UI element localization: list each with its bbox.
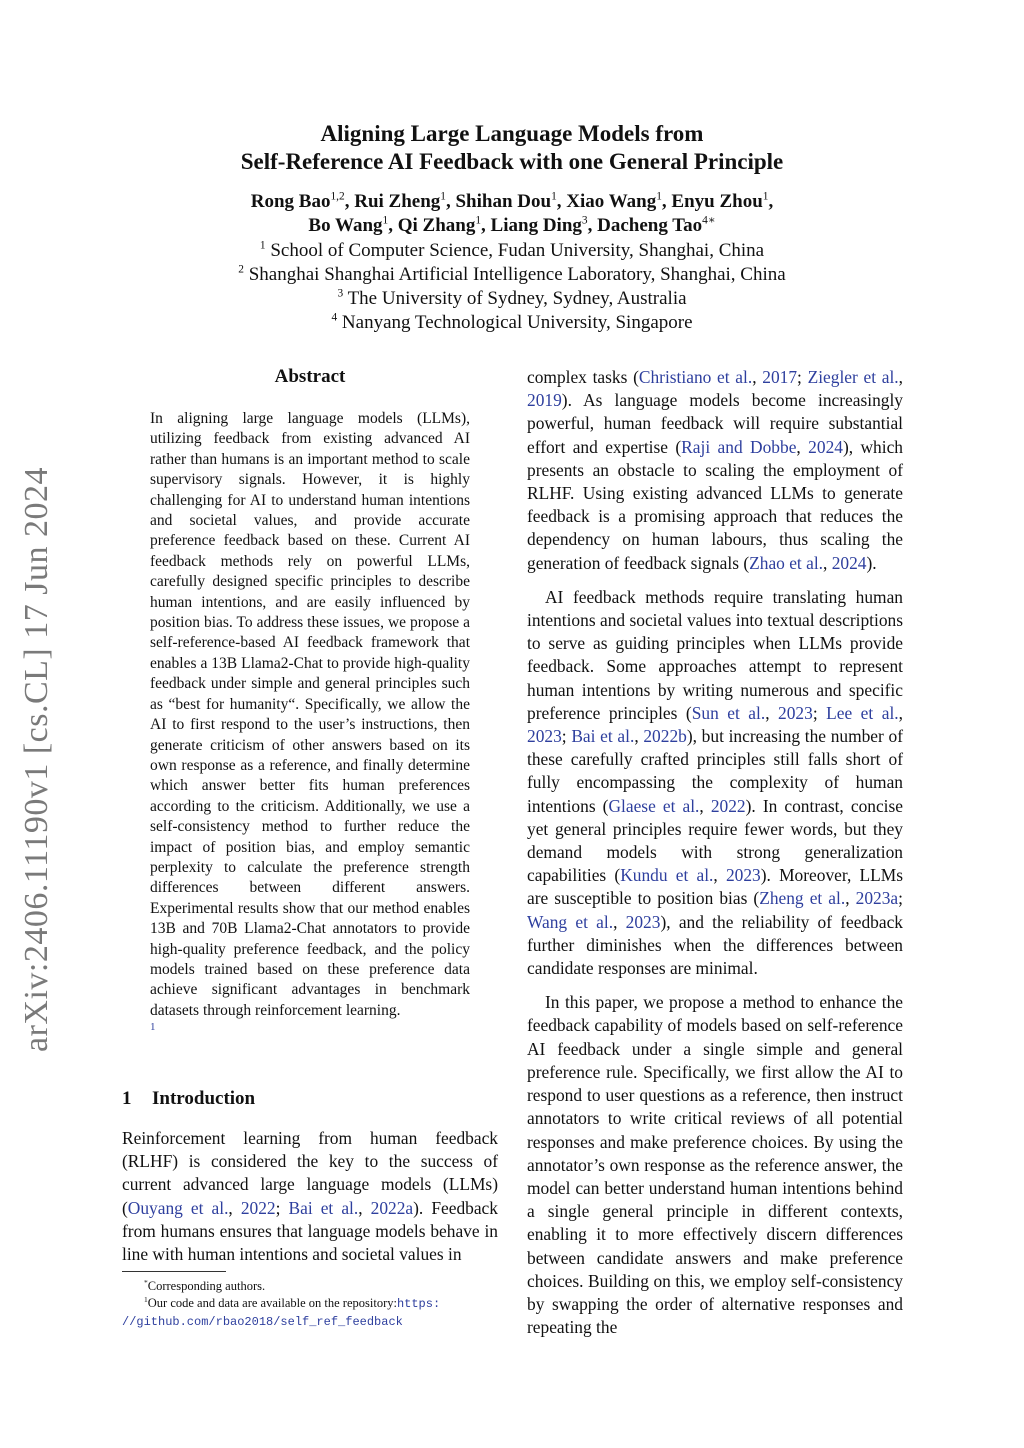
affiliation-item: [150, 239, 874, 263]
right-column: [527, 366, 903, 1339]
citation-link[interactable]: 2022b: [643, 726, 687, 747]
citation-link[interactable]: Sun et al.: [691, 702, 766, 723]
citation-link[interactable]: 2022a: [370, 1197, 414, 1218]
citation-link[interactable]: 2022: [240, 1197, 276, 1218]
author-affil-mark: 3: [581, 214, 588, 227]
body-text: ,: [228, 1197, 241, 1218]
abstract-text: In aligning large language models (LLMs), utilizing feedback from existing advanced AI rather than humans is an important method to scale supervisory signals. However, it is highly challenging for AI to understand human intentions and societal values, and provide accurate preference feedback based on these. Current AI feedback methods rely on powerful LLMs, carefully designed specific principles to describe human intentions, and are easily influenced by position bias. To address these issues, we propose a self-reference-based AI feedback framework that enables a 13B Llama2-Chat to provide high-quality feedback under simple and general principles such as “best for humanity“. Specifically, we allow the AI to first respond to the user’s instructions, then generate criticism of other answers based on its own response as a reference, and finally determine which answer better fits human preferences according to the criticism. Additionally, we use a self-consistency method to further reduce the impact of position bias, and employ semantic perplexity to calculate the preference strength differences between different answers. Experimental results show that our method enables 13B and 70B Llama2-Chat annotators to provide high-quality preference feedback, and the policy models trained based on these preference data achieve significant advantages in benchmark datasets through reinforcement learning.: [150, 410, 470, 1019]
intro-paragraph: [122, 1127, 498, 1266]
affiliation-number: 3: [337, 287, 344, 300]
author-line-2: [150, 214, 874, 238]
body-text: complex tasks (: [527, 367, 639, 387]
footnote-text: Corresponding authors.: [147, 1279, 266, 1293]
footnote-star: *: [144, 1277, 148, 1287]
body-text: ). In contrast, concise yet general principles require fewer words, but they demand models with strong generalization capabilities (: [527, 795, 904, 886]
author-separator: ,: [768, 191, 774, 212]
affiliation-text: Nanyang Technological University, Singapore: [341, 312, 693, 333]
citation-link[interactable]: Ziegler et al.: [807, 367, 899, 387]
footnote-number: 1: [144, 1294, 148, 1304]
citation-link[interactable]: Bai et al.: [571, 726, 635, 747]
citation-link[interactable]: Lee et al.: [826, 702, 899, 723]
title-line-2: Self-Reference AI Feedback with one General Principle: [240, 149, 784, 174]
footnotes: [122, 1278, 502, 1331]
affiliation-text: Shanghai Shanghai Artificial Intelligence Laboratory, Shanghai, China: [248, 264, 786, 285]
citation-link[interactable]: Zhao et al.: [749, 552, 824, 573]
citation-link[interactable]: 2023: [778, 702, 813, 723]
citation-link[interactable]: 2023: [527, 726, 562, 747]
author-name: , Shihan Dou: [445, 191, 552, 212]
author-name: Rong Bao: [250, 191, 331, 212]
author-name: Bo Wang: [308, 215, 383, 236]
author-line-1: [150, 190, 874, 214]
citation-link[interactable]: Bai et al.: [288, 1197, 359, 1218]
author-name: , Dacheng Tao: [587, 215, 703, 236]
title-line-1: Aligning Large Language Models from: [320, 121, 704, 146]
author-list: [150, 190, 874, 238]
citation-link[interactable]: Wang et al.: [527, 911, 614, 932]
affiliation-number: 2: [238, 263, 244, 276]
author-name: , Enyu Zhou: [661, 191, 763, 212]
author-name: , Xiao Wang: [556, 191, 657, 212]
affiliation-text: The University of Sydney, Sydney, Australia: [347, 288, 687, 309]
body-text: ;: [275, 1197, 289, 1218]
body-text: ,: [823, 552, 832, 573]
body-text: ,: [358, 1197, 371, 1218]
citation-link[interactable]: 2023a: [855, 888, 899, 909]
section-title: Introduction: [152, 1088, 256, 1109]
citation-link[interactable]: Ouyang et al.: [127, 1197, 229, 1218]
footnote-url-line: [122, 1313, 502, 1331]
repository-link-cont[interactable]: //github.com/rbao2018/self_ref_feedback: [122, 1315, 403, 1329]
citation-link[interactable]: 2017: [762, 367, 798, 387]
body-text: Reinforcement learning from human feedback (RLHF) is considered the key to the success of current advanced large language models (LLMs) (: [122, 1128, 498, 1218]
body-text: ). As language models become increasingly powerful, human feedback will require substantial effort and expertise (: [527, 390, 903, 457]
citation-link[interactable]: 2022: [710, 795, 746, 816]
citation-link[interactable]: Raji and Dobbe: [681, 436, 797, 457]
citation-link[interactable]: 2019: [527, 390, 562, 411]
body-text: ,: [752, 367, 763, 387]
repository-link[interactable]: https:: [396, 1297, 441, 1311]
affiliation-number: 1: [259, 239, 266, 252]
body-text: ,: [699, 795, 711, 816]
body-text: AI feedback methods require translating human intentions and societal values into textual descriptions to serve as guiding principles when LLMs provide feedback. Some approaches attempt to represent human intentions by writing numerous and specific preference principles (: [527, 586, 903, 723]
body-text: ), but increasing the number of these carefully crafted principles still falls short of fully encompassing the complexity of human intentions (: [527, 726, 903, 816]
body-text: ;: [898, 888, 903, 909]
body-text: ;: [561, 726, 572, 747]
citation-link[interactable]: 2024: [831, 552, 867, 573]
arxiv-side-label: arXiv:2406.11190v1 [cs.CL] 17 Jun 2024: [18, 467, 55, 1052]
author-name: , Qi Zhang: [388, 215, 476, 236]
body-text: ,: [765, 702, 779, 723]
footnote-text: Our code and data are available on the repository:: [147, 1296, 397, 1310]
author-name: , Liang Ding: [481, 215, 582, 236]
body-text: ,: [845, 888, 856, 909]
footnote-code: [122, 1295, 502, 1313]
abstract-body: [150, 409, 470, 1033]
body-text: ), which presents an obstacle to scaling the employment of RLHF. Using existing advanced LLMs to generate feedback is a promising approach that reduces the dependency on human labours, thus scaling the generation of feedback signals (: [527, 436, 903, 573]
paragraph-3: In this paper, we propose a method to enhance the feedback capability of models based on self-reference AI feedback under a single simple and general preference rule. Specifically, we first allow the AI to respond to user questions as a reference, then instruct annotators to write critical reviews of all potential responses and make preference choices. By using the annotator’s own response as the reference answer, the model can better understand human intentions behind a single general principle in different contexts, enabling it to more effectively discern differences between candidate answers and make preference choices. Building on this, we employ self-consistency by swapping the order of alternative responses and repeating the: [527, 992, 903, 1338]
affiliation-number: 4: [331, 311, 338, 324]
author-affil-mark: 4∗: [702, 214, 716, 227]
body-text: ;: [812, 702, 827, 723]
body-text: ,: [634, 726, 644, 747]
body-text: ).: [866, 552, 877, 573]
citation-link[interactable]: Zheng et al.: [759, 888, 846, 909]
body-text: ,: [898, 702, 903, 723]
affiliation-text: School of Computer Science, Fudan University, Shanghai, China: [270, 240, 765, 261]
author-affil-mark: 1: [382, 214, 389, 227]
abstract-heading: Abstract: [274, 366, 346, 387]
body-text: ,: [713, 865, 726, 886]
body-text: ,: [898, 367, 904, 387]
author-name: , Rui Zheng: [344, 191, 441, 212]
author-affil-mark: 1,2: [330, 190, 345, 203]
body-text: ). Feedback from humans ensures that language models behave in line with human intentions and societal values in: [122, 1197, 498, 1265]
author-affil-mark: 1: [656, 190, 662, 203]
citation-link[interactable]: Kundu et al.: [620, 865, 714, 886]
body-text: ). Moreover, LLMs are susceptible to position bias (: [527, 865, 903, 909]
footnote-divider: [122, 1271, 226, 1272]
body-text: ,: [613, 911, 626, 932]
author-affil-mark: 1: [551, 190, 557, 203]
affiliation-item: [150, 263, 874, 287]
affiliation-item: [150, 287, 874, 311]
citation-link[interactable]: 2023: [625, 911, 661, 932]
footnote-link[interactable]: 1: [150, 1021, 156, 1034]
section-number: 1: [122, 1088, 132, 1109]
paragraph-2: [527, 586, 903, 980]
paper-title: [150, 120, 874, 176]
author-affil-mark: 1: [440, 190, 446, 203]
citation-link[interactable]: 2024: [808, 436, 843, 457]
body-text: ,: [796, 436, 809, 457]
citation-link[interactable]: 2023: [725, 865, 761, 886]
affiliation-list: [150, 239, 874, 335]
affiliation-item: [150, 311, 874, 335]
section-heading: [122, 1088, 502, 1110]
author-affil-mark: 1: [762, 190, 769, 203]
citation-link[interactable]: Glaese et al.: [608, 795, 700, 816]
footnote-corresponding: [122, 1278, 502, 1295]
body-text: ), and the reliability of feedback further diminishes when the differences between candidate responses are minimal.: [527, 911, 903, 979]
citation-link[interactable]: Christiano et al.: [638, 367, 753, 387]
author-affil-mark: 1: [475, 214, 482, 227]
body-text: ;: [797, 367, 808, 387]
paragraph-1: [527, 366, 903, 575]
